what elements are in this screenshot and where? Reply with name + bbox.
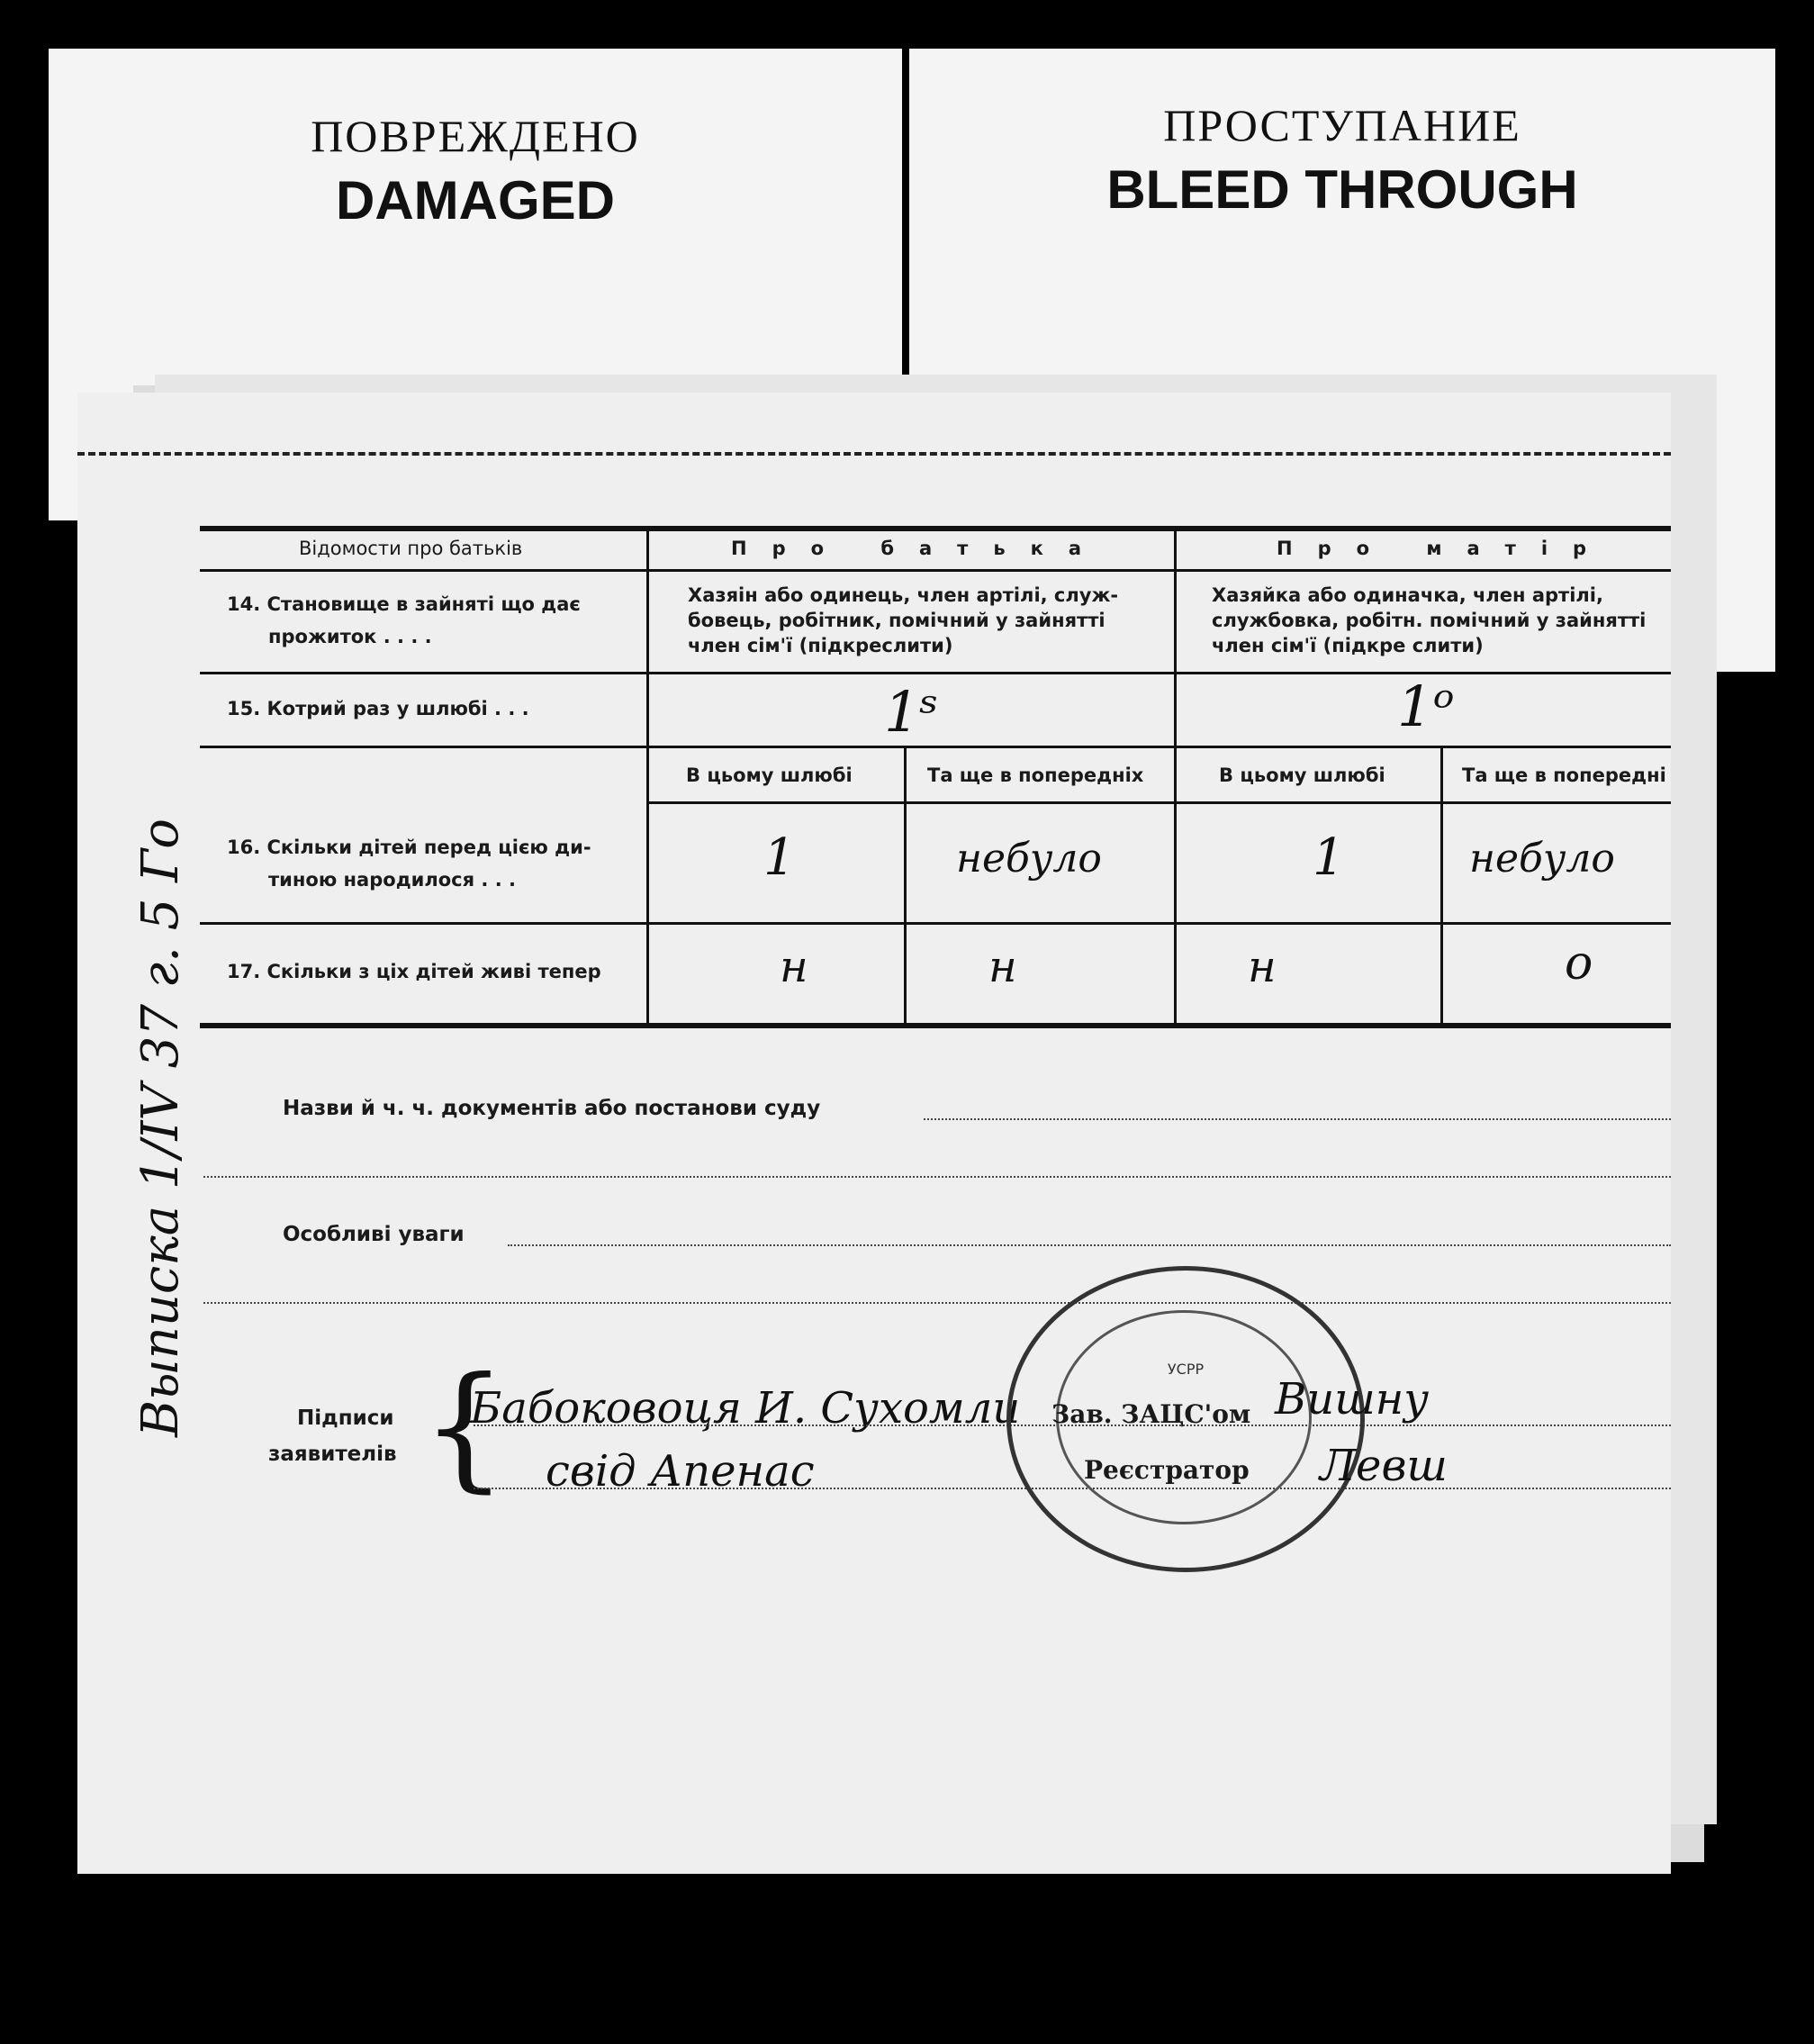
row15-father-value: 1ˢ bbox=[884, 679, 939, 745]
mother-subcolumn-divider bbox=[1440, 747, 1443, 1023]
perforation-line bbox=[77, 452, 1671, 456]
row15-border bbox=[200, 746, 1671, 748]
label-column-divider bbox=[646, 526, 649, 1023]
row14-mother-line2: службовка, робітн. помічний у зайнятті bbox=[1212, 610, 1647, 631]
mother-column-header: Про матір bbox=[1277, 538, 1612, 559]
row14-mother-line3: член сім'ї (підкре слити) bbox=[1212, 635, 1484, 656]
row16-label-line1: 16. Скільки дітей перед цією ди- bbox=[227, 837, 591, 858]
row16-father-previous: небуло bbox=[956, 836, 1102, 882]
parents-info-header: Відомости про батьків bbox=[299, 538, 523, 559]
row17-father-current: н bbox=[780, 942, 808, 992]
row17-label: 17. Скільки з ціх дітей живі тепер bbox=[227, 961, 601, 982]
signatures-label-line2: заявителів bbox=[268, 1443, 397, 1466]
zags-head-label: Зав. ЗАЦС'ом bbox=[1051, 1399, 1251, 1429]
zags-head-signature: Вишну bbox=[1275, 1374, 1430, 1424]
mother-current-marriage-header: В цьому шлюбі bbox=[1219, 764, 1385, 786]
row17-father-previous: н bbox=[988, 942, 1017, 992]
documents-fill-line-2 bbox=[203, 1176, 1671, 1178]
mother-previous-marriage-header: Та ще в попередні bbox=[1462, 764, 1666, 786]
remarks-label: Особливі уваги bbox=[283, 1223, 465, 1246]
father-subcolumn-divider bbox=[904, 747, 907, 1023]
remarks-fill-line bbox=[508, 1244, 1671, 1246]
signatures-brace: { bbox=[421, 1349, 508, 1506]
row17-mother-previous: о bbox=[1565, 936, 1593, 990]
remarks-fill-line-2 bbox=[203, 1302, 1671, 1304]
applicant-signature-1: Бабоковоця И. Сухомли bbox=[470, 1383, 1021, 1434]
documents-label: Назви й ч. ч. документів або постанови суду bbox=[283, 1097, 821, 1120]
father-previous-marriage-header: Та ще в попередніх bbox=[927, 764, 1144, 786]
bleed-through-en-label: BLEED THROUGH bbox=[1106, 159, 1578, 220]
stamp-emblem-text: УСРР bbox=[1167, 1361, 1205, 1378]
row14-father-line2: бовець, робітник, помічний у зайнятті bbox=[688, 610, 1106, 631]
damaged-en-label: DAMAGED bbox=[336, 170, 615, 231]
row15-label: 15. Котрий раз у шлюбі . . . bbox=[227, 698, 529, 719]
row16-mother-current: 1 bbox=[1313, 828, 1345, 887]
row16-mother-previous: небуло bbox=[1469, 836, 1615, 882]
registry-form-sheet bbox=[77, 393, 1671, 1874]
row14-label-line1: 14. Становище в зайняті що дає bbox=[227, 593, 581, 615]
registrar-signature: Левш bbox=[1320, 1441, 1448, 1491]
bleed-through-ru-label: ПРОСТУПАНИЕ bbox=[1163, 100, 1521, 150]
subheader-border bbox=[646, 801, 1671, 804]
row14-label-line2: прожиток . . . . bbox=[268, 626, 432, 647]
documents-fill-line bbox=[924, 1118, 1671, 1120]
parent-column-divider bbox=[1174, 526, 1177, 1023]
table-bottom-border bbox=[200, 1023, 1671, 1028]
row14-mother-line1: Хазяйка або одиначка, член артілі, bbox=[1212, 584, 1603, 606]
row16-label-line2: тиною народилося . . . bbox=[268, 869, 516, 891]
margin-handwritten-note: Выписка 1/IV 37 г. 5 Го bbox=[131, 819, 190, 1437]
parents-info-table bbox=[200, 526, 1671, 1023]
row14-father-line3: член сім'ї (підкреслити) bbox=[688, 635, 953, 656]
row17-mother-current: н bbox=[1248, 942, 1277, 992]
row15-mother-value: 1ᵒ bbox=[1397, 674, 1455, 739]
row16-father-current: 1 bbox=[763, 828, 796, 887]
registrar-label: Реєстратор bbox=[1084, 1455, 1250, 1485]
table-top-border bbox=[200, 526, 1671, 531]
signatures-label-line1: Підписи bbox=[297, 1406, 394, 1430]
row16-border bbox=[200, 922, 1671, 925]
father-current-marriage-header: В цьому шлюбі bbox=[686, 764, 853, 786]
applicant-signature-2: свід Апенас bbox=[546, 1446, 815, 1497]
row14-father-line1: Хазяін або одинець, член артілі, служ- bbox=[688, 584, 1119, 606]
table-header-border bbox=[200, 569, 1671, 572]
damaged-ru-label: ПОВРЕЖДЕНО bbox=[311, 111, 640, 161]
father-column-header: Про батька bbox=[731, 538, 1107, 559]
